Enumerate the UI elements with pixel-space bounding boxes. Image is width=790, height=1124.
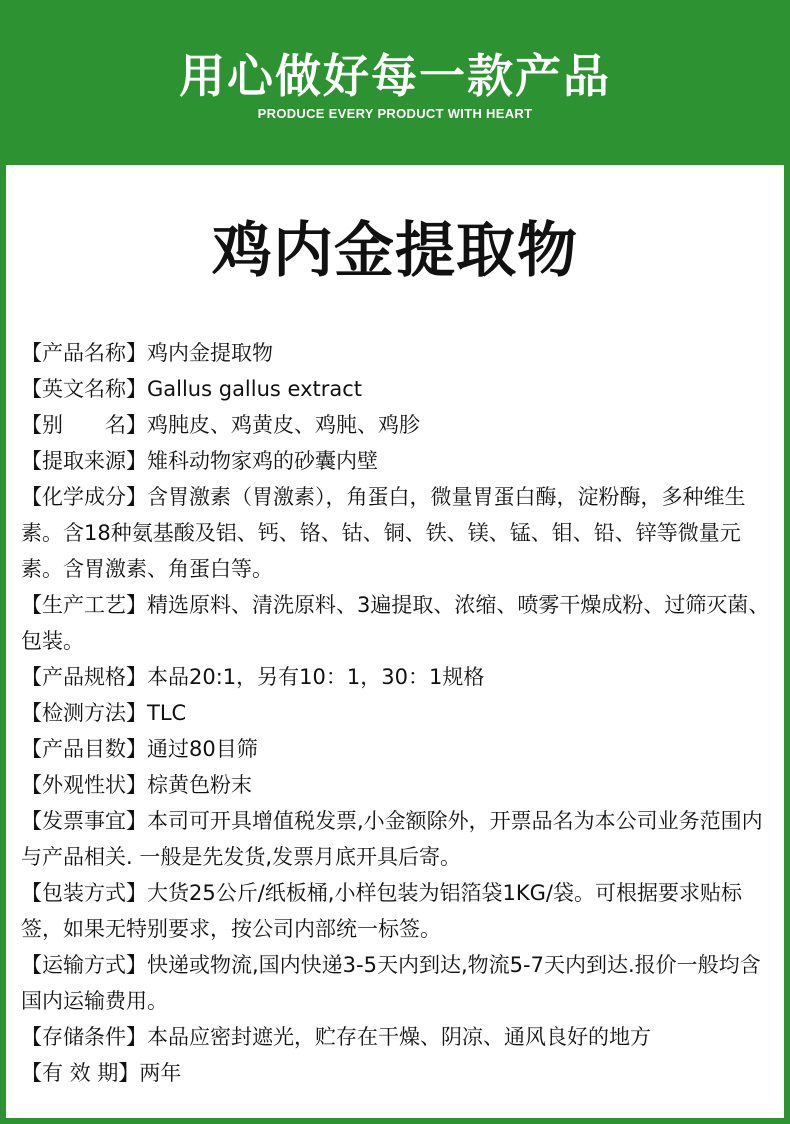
spec-item-product-name [21, 335, 773, 371]
spec-value: 精选原料、清洗原料、3遍提取、浓缩、喷雾干燥成粉、过筛灭菌、包装。 [21, 593, 770, 653]
spec-value: 雉科动物家鸡的砂囊内壁 [147, 449, 378, 473]
spec-list [21, 335, 773, 1091]
spec-value: 大货25公斤/纸板桶,小样包装为铝箔袋1KG/袋。可根据要求贴标签，如果无特别要求，按公司内部统一标签。 [21, 881, 742, 941]
spec-item-shipping [21, 947, 773, 1019]
spec-item-test-method [21, 695, 773, 731]
spec-label: 【有 效 期】 [21, 1061, 140, 1085]
spec-label: 【发票事宜】 [21, 809, 147, 833]
spec-value: 本品应密封遮光，贮存在干燥、阴凉、通风良好的地方 [147, 1025, 651, 1049]
spec-value: 鸡肫皮、鸡黄皮、鸡肫、鸡胗 [147, 413, 420, 437]
spec-label: 【外观性状】 [21, 773, 147, 797]
spec-item-alias [21, 407, 773, 443]
spec-label: 【提取来源】 [21, 449, 147, 473]
spec-item-storage [21, 1019, 773, 1055]
spec-item-shelf-life [21, 1055, 773, 1091]
spec-label: 【化学成分】 [21, 485, 147, 509]
spec-item-process [21, 587, 773, 659]
spec-label: 【生产工艺】 [21, 593, 147, 617]
spec-value: 本品20:1，另有10：1，30：1规格 [147, 665, 485, 689]
spec-value: 本司可开具增值税发票,小金额除外，开票品名为本公司业务范围内与产品相关. 一般是先发货,发票月底开具后寄。 [21, 809, 763, 869]
spec-label: 【包装方式】 [21, 881, 147, 905]
header-subtitle: PRODUCE EVERY PRODUCT WITH HEART [257, 106, 533, 121]
spec-value: 两年 [139, 1061, 182, 1085]
header-title: 用心做好每一款产品 [179, 49, 611, 103]
spec-label: 【运输方式】 [21, 953, 147, 977]
spec-item-mesh [21, 731, 773, 767]
product-title: 鸡内金提取物 [212, 216, 578, 286]
spec-item-invoice [21, 803, 773, 875]
spec-item-packaging [21, 875, 773, 947]
spec-label: 【英文名称】 [21, 377, 147, 401]
spec-item-specification [21, 659, 773, 695]
spec-label: 【存储条件】 [21, 1025, 147, 1049]
spec-label: 【产品名称】 [21, 341, 147, 365]
content-panel [6, 165, 784, 1118]
spec-value: Gallus gallus extract [147, 377, 363, 401]
spec-item-english-name [21, 371, 773, 407]
spec-label: 【产品目数】 [21, 737, 147, 761]
spec-value: 含胃激素（胃激素），角蛋白，微量胃蛋白酶，淀粉酶，多种维生素。含18种氨基酸及铝、钙、铬、钴、铜、铁、镁、锰、钼、铅、锌等微量元素。含胃激素、角蛋白等。 [21, 485, 746, 581]
spec-value: 鸡内金提取物 [147, 341, 273, 365]
spec-value: 棕黄色粉末 [147, 773, 252, 797]
spec-value: TLC [147, 701, 187, 725]
spec-label: 【别 名】 [21, 413, 147, 437]
spec-item-source [21, 443, 773, 479]
spec-label: 【产品规格】 [21, 665, 147, 689]
spec-value: 快递或物流,国内快递3-5天内到达,物流5-7天内到达.报价一般均含国内运输费用。 [21, 953, 761, 1013]
header-banner [0, 0, 790, 165]
spec-value: 通过80目筛 [147, 737, 258, 761]
spec-item-appearance [21, 767, 773, 803]
spec-label: 【检测方法】 [21, 701, 147, 725]
spec-item-composition [21, 479, 773, 587]
